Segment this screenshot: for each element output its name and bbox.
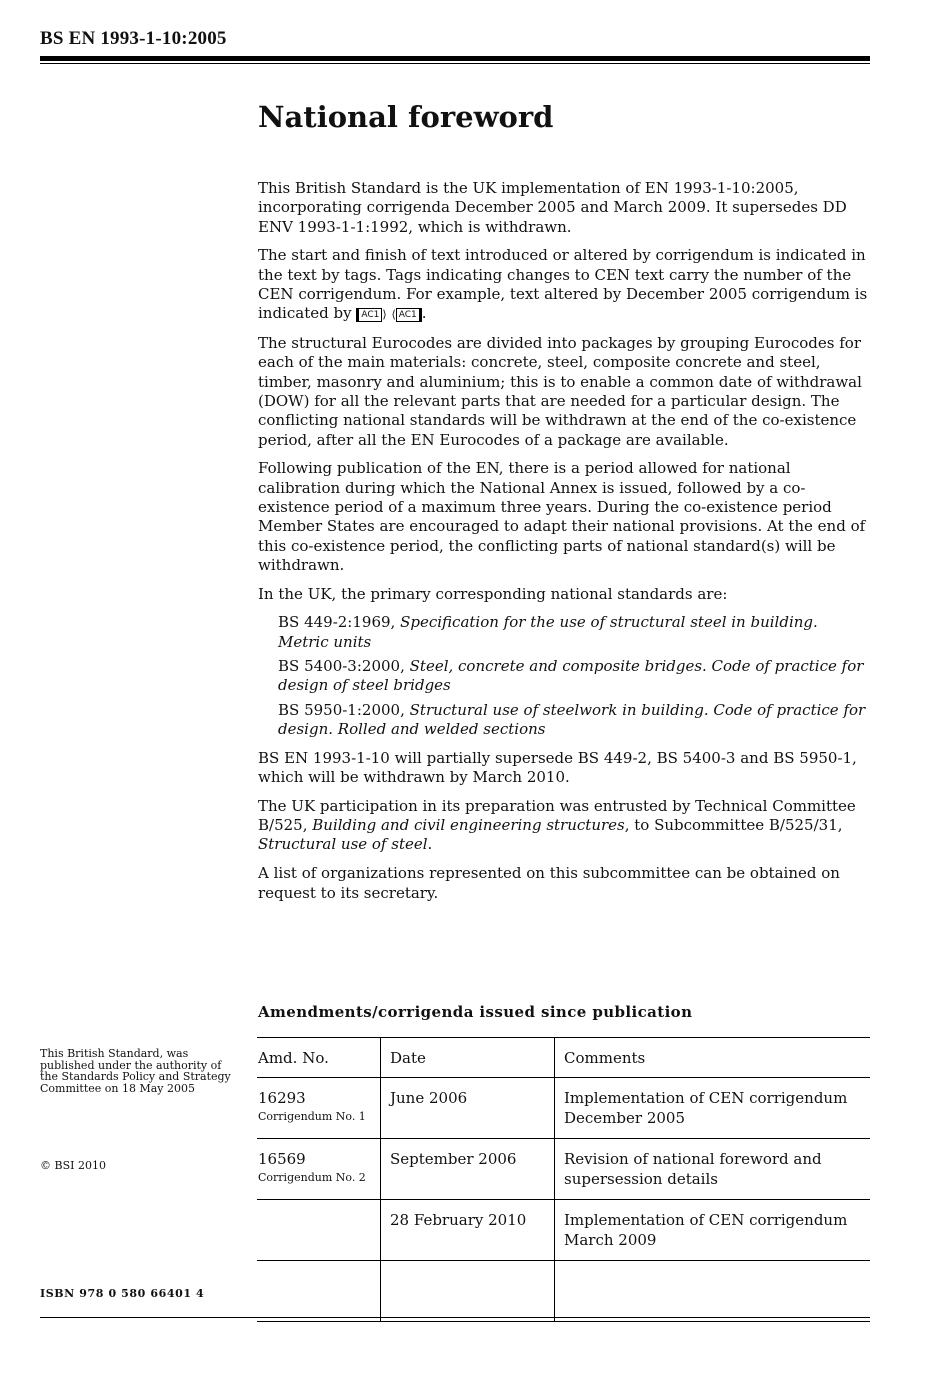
- table-header-row: [257, 1038, 870, 1078]
- cell-date: 28 February 2010: [381, 1200, 555, 1261]
- paragraph-uk-standards-intro: In the UK, the primary corresponding national standards are:: [258, 584, 728, 603]
- amd-number: 16569: [258, 1150, 306, 1168]
- cell-amd-no: [257, 1139, 381, 1200]
- amendments-heading: Amendments/corrigenda issued since publication: [258, 1003, 693, 1021]
- paragraph-tags: [258, 246, 870, 324]
- paragraph-packages: The structural Eurocodes are divided into packages by grouping Eurocodes for each of the main materials: concrete, steel, composite concrete and steel, timber, masonry and aluminium; this is to enable a common date of withdrawal (DOW) for all the relevant parts that are needed for a particular design. The conflicting national standards will be withdrawn at the end of the co-existence period, after all the EN Eurocodes of a package are available.: [258, 334, 862, 449]
- paragraph-supersede: BS EN 1993-1-10 will partially supersede BS 449-2, BS 5400-3 and BS 5950-1, which will be withdrawn by March 2010.: [258, 748, 857, 787]
- corrigendum-label: Corrigendum No. 2: [258, 1171, 366, 1184]
- cell-date: [381, 1261, 555, 1322]
- participation-text-end: .: [427, 835, 433, 854]
- standard-item: [278, 657, 870, 696]
- document-id: BS EN 1993-1-10:2005: [40, 28, 227, 49]
- paragraph-participation: [258, 797, 870, 855]
- corrigendum-label: Corrigendum No. 1: [258, 1110, 366, 1123]
- committee-name: Building and civil engineering structures: [312, 816, 625, 835]
- paragraph-organizations: A list of organizations represented on this subcommittee can be obtained on request to its secretary.: [258, 864, 840, 902]
- paragraph-tags-end: .: [421, 304, 427, 323]
- amd-number: 16293: [258, 1089, 306, 1107]
- cell-amd-no: [257, 1200, 381, 1261]
- tag-end-arrow-icon: ⟨: [391, 308, 396, 322]
- tag-start-arrow-icon: ⟩: [382, 308, 387, 322]
- standard-title: Specification for the use of structural steel in building. Metric units: [278, 613, 818, 651]
- participation-text-2: , to Subcommittee B/525/31,: [624, 816, 843, 835]
- cell-amd-no: [257, 1078, 381, 1139]
- column-header-amd-no: Amd. No.: [257, 1038, 381, 1078]
- isbn: ISBN 978 0 580 66401 4: [40, 1287, 205, 1300]
- table-row: [257, 1200, 870, 1261]
- amendments-table: [257, 1037, 870, 1322]
- page-title: National foreword: [258, 100, 554, 134]
- cell-date: September 2006: [381, 1139, 555, 1200]
- authority-note: This British Standard, was published under the authority of the Standards Policy and Strategy Committee on 18 May 2005: [40, 1047, 231, 1095]
- subcommittee-name: Structural use of steel: [258, 835, 428, 854]
- table-row: [257, 1078, 870, 1139]
- standard-title: Steel, concrete and composite bridges. Code of practice for design of steel bridges: [278, 657, 864, 695]
- footer-rule: [40, 1317, 870, 1318]
- standard-code: BS 5400-3:2000,: [278, 657, 405, 676]
- table-row: [257, 1139, 870, 1200]
- cell-comments: Revision of national foreword and supersession details: [555, 1139, 871, 1200]
- cell-comments: Implementation of CEN corrigendum December 2005: [555, 1078, 871, 1139]
- paragraph-coexistence: Following publication of the EN, there is a period allowed for national calibration during which the National Annex is issued, followed by a co-existence period of a maximum three years. During the co-existence period Member States are encouraged to adapt their national provisions. At the end of this co-existence period, the conflicting parts of national standard(s) will be withdrawn.: [258, 459, 866, 574]
- standard-item: [278, 701, 870, 740]
- copyright: © BSI 2010: [40, 1159, 106, 1172]
- table-row: [257, 1261, 870, 1322]
- cell-date: June 2006: [381, 1078, 555, 1139]
- corrigendum-end-tag: AC1: [396, 308, 422, 322]
- standard-item: [278, 613, 870, 652]
- cell-comments: Implementation of CEN corrigendum March 2009: [555, 1200, 871, 1261]
- paragraph-tags-text: The start and finish of text introduced or altered by corrigendum is indicated in the text by tags. Tags indicating changes to CEN text carry the number of the CEN corrigendum. For example, text altered by December 2005 corrigendum is indicated by: [258, 246, 868, 323]
- standard-title: Structural use of steelwork in building. Code of practice for design. Rolled and welded sections: [278, 700, 866, 738]
- foreword-body: [258, 179, 870, 912]
- cell-amd-no: [257, 1261, 381, 1322]
- standard-code: BS 449-2:1969,: [278, 613, 396, 632]
- standard-code: BS 5950-1:2000,: [278, 700, 405, 719]
- column-header-comments: Comments: [555, 1038, 871, 1078]
- cell-comments: [555, 1261, 871, 1322]
- header-rule-thin: [40, 63, 870, 64]
- paragraph-implementation: This British Standard is the UK implementation of EN 1993-1-10:2005, incorporating corrigenda December 2005 and March 2009. It supersedes DD ENV 1993-1-1:1992, which is withdrawn.: [258, 179, 847, 236]
- corrigendum-start-tag: AC1: [356, 308, 382, 322]
- participation-text-1: The UK participation in its preparation was entrusted by Technical Committee B/525,: [258, 796, 856, 835]
- column-header-date: Date: [381, 1038, 555, 1078]
- header-rule-thick: [40, 56, 870, 61]
